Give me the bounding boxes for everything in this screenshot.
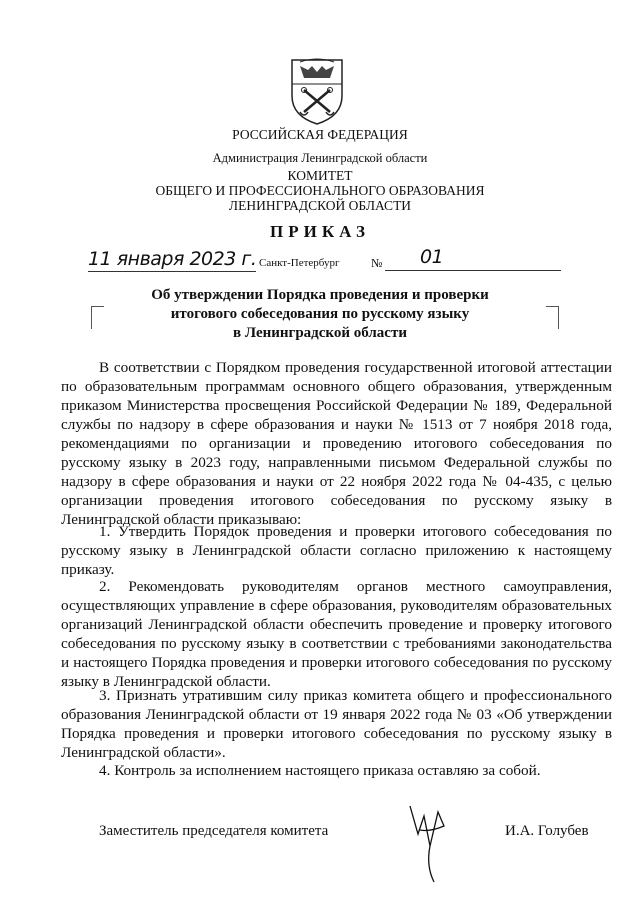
signatory-position: Заместитель председателя комитета [99, 823, 329, 839]
date-underline [88, 271, 256, 272]
intro-paragraph: В соответствии с Порядком проведения государственной итоговой аттестации по образовательным программам основного общего образования, утвержденным приказом Министерства просвещения Российской Федерации № 189, Федеральной службы по надзору в сфере образования и науки № 1513 от 7 ноября 2018 года, рекомендациями по организации и проведению итогового собеседования по русскому языку в 2023 году, направленными письмом Федеральной службы по надзору в сфере образования и науки от 22 ноября 2022 года № 04-435, с целью организации проведения итогового собеседования по русскому языку в Ленинградской области приказываю: [61, 359, 612, 528]
number-label: № [371, 256, 383, 270]
coat-of-arms-emblem [278, 56, 356, 126]
committee-line-2: ОБЩЕГО И ПРОФЕССИОНАЛЬНОГО ОБРАЗОВАНИЯ [155, 183, 485, 198]
city-label: Санкт-Петербург [259, 257, 340, 269]
subject-line-1: Об утверждении Порядка проведения и проверки [151, 287, 489, 303]
handwritten-date: 11 января 2023 г. [88, 248, 257, 270]
signatory-name: И.А. Голубев [505, 823, 589, 839]
handwritten-signature [400, 786, 460, 886]
order-item-1: 1. Утвердить Порядок проведения и проверки итогового собеседования по русскому языку в Ленинградской области согласно приложению к настоящему приказу. [61, 523, 612, 578]
document-type-title: ПРИКАЗ [270, 222, 370, 241]
number-underline [385, 270, 561, 271]
subject-heading [0, 286, 640, 343]
subject-line-3: в Ленинградской области [233, 325, 407, 341]
country-title: РОССИЙСКАЯ ФЕДЕРАЦИЯ [232, 127, 408, 142]
subject-line-2: итогового собеседования по русскому языку [170, 306, 470, 322]
order-item-4: 4. Контроль за исполнением настоящего приказа оставляю за собой. [99, 762, 541, 779]
order-item-3: 3. Признать утратившим силу приказ комитета общего и профессионального образования Ленинградской области от 19 января 2022 года № 03 «Об утверждении Порядка проведения и проверки итогового собеседования по русскому языку в Ленинградской области». [61, 687, 612, 761]
committee-line-1: КОМИТЕТ [287, 168, 353, 183]
handwritten-number: 01 [420, 246, 444, 268]
administration-title: Администрация Ленинградской области [212, 151, 428, 165]
committee-line-3: ЛЕНИНГРАДСКОЙ ОБЛАСТИ [228, 198, 412, 213]
order-item-2: 2. Рекомендовать руководителям органов местного самоуправления, осуществляющих управление в сфере образования, руководителям образовательных организаций Ленинградской области обеспечить проведение и проверку итогового собеседования по русскому языку в соответствии с требованиями законодательства и настоящего Порядка проведения и проверки итогового собеседования по русскому языку в Ленинградской области. [61, 578, 612, 690]
